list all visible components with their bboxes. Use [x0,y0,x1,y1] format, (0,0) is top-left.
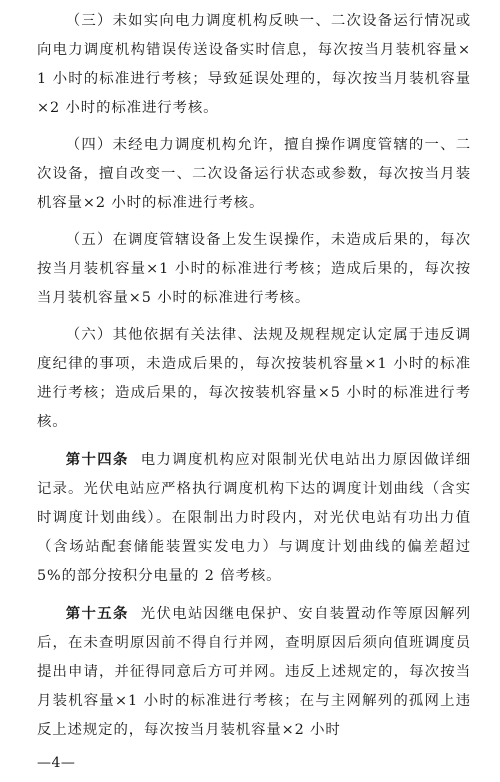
page-number: —4— [37,755,76,771]
article-heading: 第十四条 [65,451,129,468]
clause-4 [37,131,471,218]
article-heading: 第十五条 [65,605,129,622]
clause-5 [37,226,471,313]
clause-text: （六）其他依据有关法律、法规及规程规定认定属于违反调度纪律的事项，未造成后果的，每次按装机容量×1 小时的标准进行考核；造成后果的，每次按装机容量×5 小时的标准进行考核。 [37,327,471,430]
article-14 [37,445,471,591]
article-15 [37,599,471,745]
article-text: 光伏电站因继电保护、安自装置动作等原因解列后，在未查明原因前不得自行并网，查明原因后须向值班调度员提出申请，并征得同意后方可并网。违反上述规定的，每次按当月装机容量×1 小时的标准进行考核；在与主网解列的孤网上违反上述规定的，每次按当月装机容量×2 小时 [37,606,471,738]
clause-text: （四）未经电力调度机构允许，擅自操作调度管辖的一、二次设备，擅自改变一、二次设备运行状态或参数，每次按当月装机容量×2 小时的标准进行考核。 [37,137,471,211]
clause-text: （五）在调度管辖设备上发生误操作，未造成后果的，每次按当月装机容量×1 小时的标准进行考核；造成后果的，每次按当月装机容量×5 小时的标准进行考核。 [37,232,471,306]
document-body [37,0,471,753]
clause-6 [37,321,471,437]
clause-text: （三）未如实向电力调度机构反映一、二次设备运行情况或向电力调度机构错误传送设备实时信息，每次按当月装机容量×1 小时的标准进行考核；导致延误处理的，每次按当月装机容量×2 小时的标准进行考核。 [37,13,471,116]
article-text: 电力调度机构应对限制光伏电站出力原因做详细记录。光伏电站应严格执行调度机构下达的调度计划曲线（含实时调度计划曲线）。在限制出力时段内，对光伏电站有功出力值（含场站配套储能装置实发电力）与调度计划曲线的偏差超过 5%的部分按积分电量的 2 倍考核。 [37,452,471,584]
clause-3 [37,7,471,123]
